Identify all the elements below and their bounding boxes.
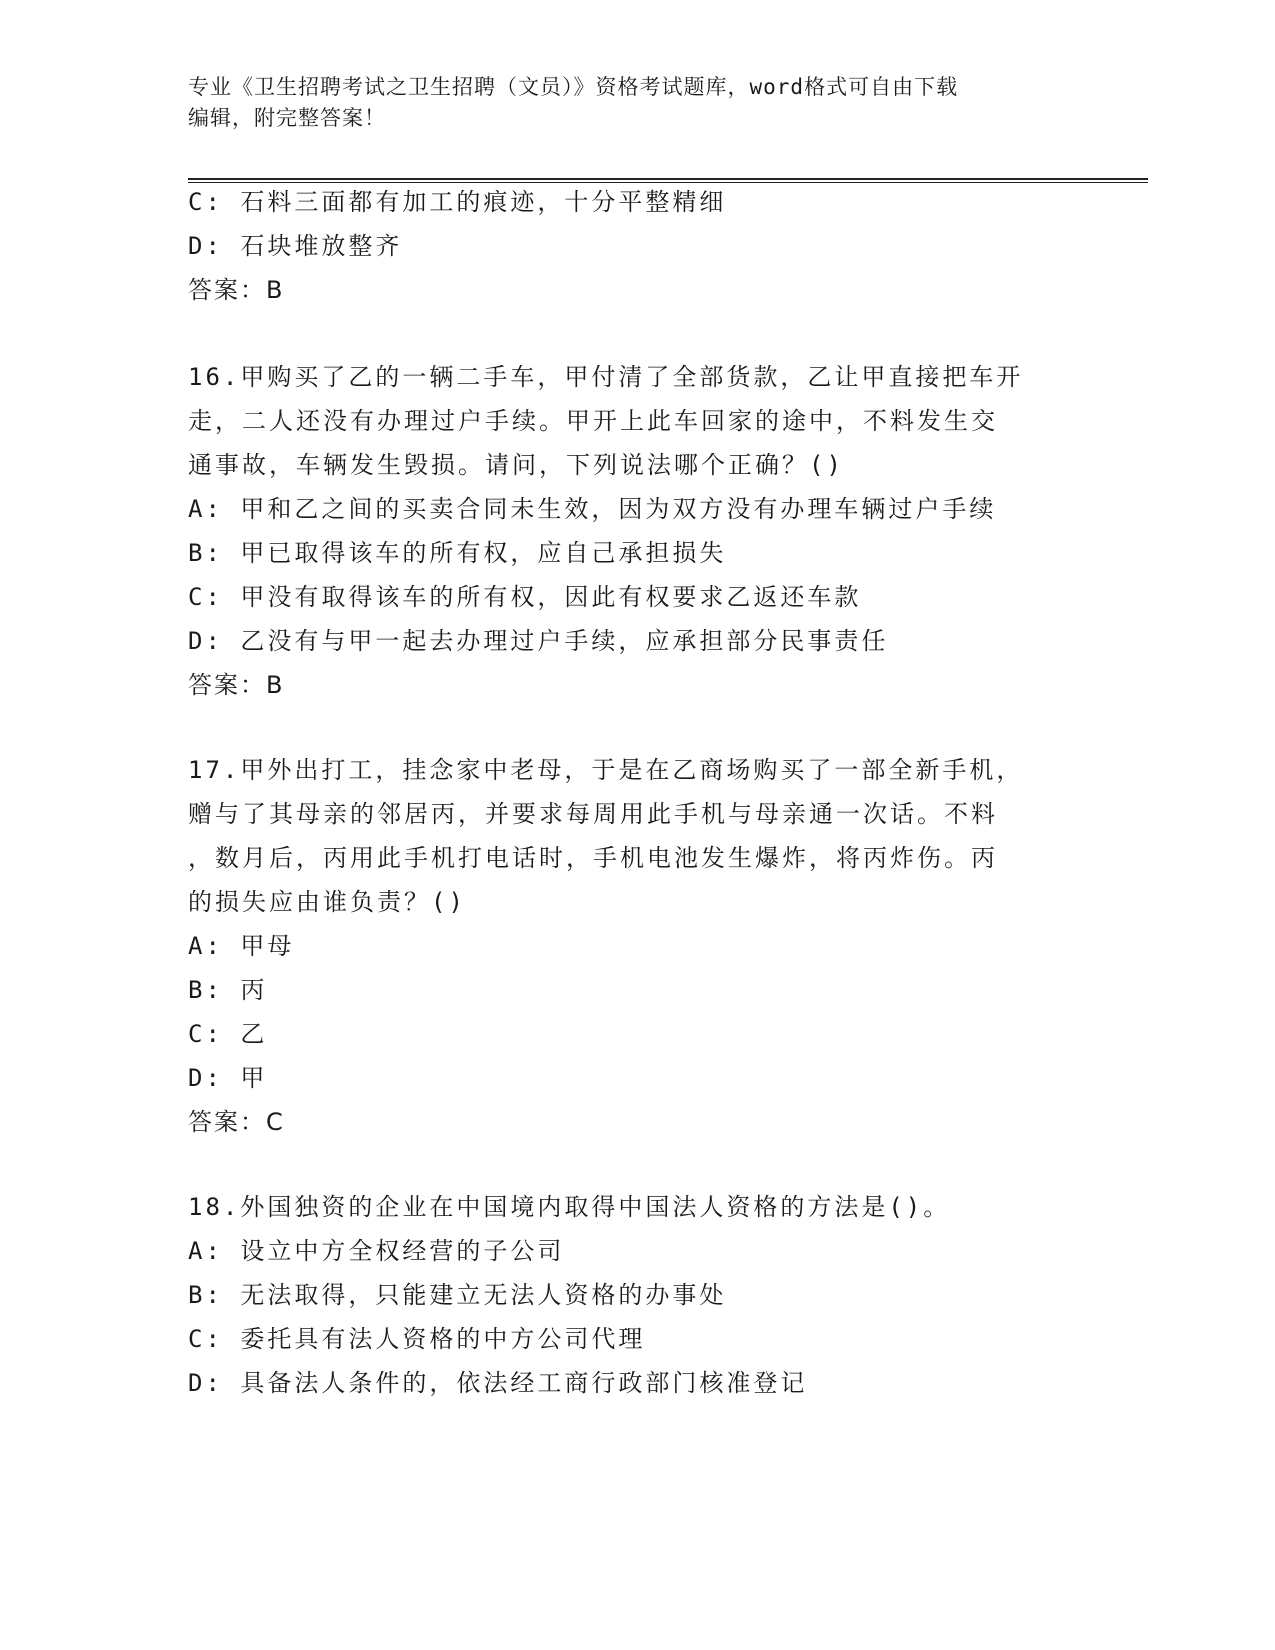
question-16-option-a: A: 甲和乙之间的买卖合同未生效，因为双方没有办理车辆过户手续 xyxy=(188,495,997,523)
question-17-option-a: A: 甲母 xyxy=(188,932,295,960)
question-17-stem-line-3: ，数月后，丙用此手机打电话时，手机电池发生爆炸，将丙炸伤。丙 xyxy=(188,844,998,872)
question-18-option-a: A: 设立中方全权经营的子公司 xyxy=(188,1237,565,1265)
question-17-stem-line-1: 17.甲外出打工，挂念家中老母，于是在乙商场购买了一部全新手机， xyxy=(188,756,1024,784)
question-18-option-c: C: 委托具有法人资格的中方公司代理 xyxy=(188,1325,646,1353)
document-header xyxy=(188,72,1088,134)
question-17-option-b: B: 丙 xyxy=(188,976,268,1004)
question-16-option-b: B: 甲已取得该车的所有权，应自己承担损失 xyxy=(188,539,727,567)
answer-label: 答案：B xyxy=(188,276,285,304)
question-16-stem-line-1: 16.甲购买了乙的一辆二手车，甲付清了全部货款，乙让甲直接把车开 xyxy=(188,363,1024,391)
header-line-1: 专业《卫生招聘考试之卫生招聘（文员）》资格考试题库，word格式可自由下载 xyxy=(188,75,959,99)
question-17-option-d: D: 甲 xyxy=(188,1064,268,1092)
question-18-option-d: D: 具备法人条件的，依法经工商行政部门核准登记 xyxy=(188,1369,808,1397)
question-16-option-c: C: 甲没有取得该车的所有权，因此有权要求乙返还车款 xyxy=(188,583,862,611)
question-18-stem-line-1: 18.外国独资的企业在中国境内取得中国法人资格的方法是()。 xyxy=(188,1193,951,1221)
question-16-option-d: D: 乙没有与甲一起去办理过户手续，应承担部分民事责任 xyxy=(188,627,889,655)
question-17-option-c: C: 乙 xyxy=(188,1020,268,1048)
question-17-stem-line-2: 赠与了其母亲的邻居丙，并要求每周用此手机与母亲通一次话。不料 xyxy=(188,800,998,828)
question-16-answer: 答案：B xyxy=(188,671,285,699)
option-c: C: 石料三面都有加工的痕迹，十分平整精细 xyxy=(188,188,727,216)
header-divider xyxy=(188,178,1148,183)
option-d: D: 石块堆放整齐 xyxy=(188,232,403,260)
question-17-stem-line-4: 的损失应由谁负责？() xyxy=(188,888,466,916)
question-16-stem-line-2: 走，二人还没有办理过户手续。甲开上此车回家的途中，不料发生交 xyxy=(188,407,998,435)
header-line-2: 编辑，附完整答案！ xyxy=(188,106,386,130)
question-18-option-b: B: 无法取得，只能建立无法人资格的办事处 xyxy=(188,1281,727,1309)
question-16-stem-line-3: 通事故，车辆发生毁损。请问，下列说法哪个正确？() xyxy=(188,451,844,479)
question-17-answer: 答案：C xyxy=(188,1108,285,1136)
